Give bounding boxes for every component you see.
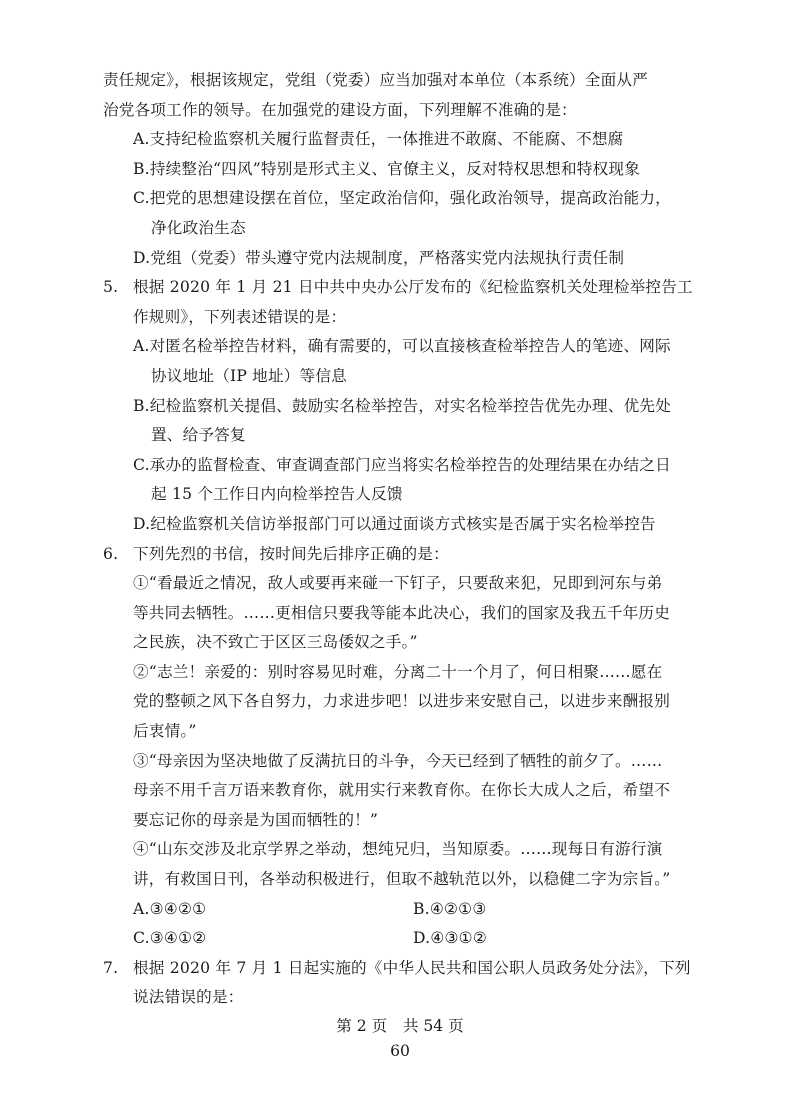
question-stem-line: 根据 2020 年 1 月 21 日中共中央办公厅发布的《纪检监察机关处理检举控告工 bbox=[133, 278, 693, 297]
option-text: 把党的思想建设摆在首位，坚定政治信仰，强化政治领导，提高政治能力， bbox=[149, 189, 671, 208]
option-label: C. bbox=[133, 455, 150, 474]
option-c bbox=[103, 184, 693, 243]
letter-line: 之民族，决不致亡于区区三岛倭奴之手。” bbox=[133, 633, 418, 652]
letter-line: ①“看最近之情况，敌人或要再来碰一下钉子，只要敌来犯，兄即到河东与弟 bbox=[133, 574, 663, 593]
option-a bbox=[103, 332, 693, 391]
question-4-tail bbox=[103, 66, 693, 273]
question-stem-line: 责任规定》，根据该规定，党组（党委）应当加强对本单位（本系统）全面从严 bbox=[103, 71, 648, 89]
option-label: D. bbox=[133, 248, 151, 267]
option-label: B. bbox=[413, 899, 430, 918]
question-number: 7. bbox=[103, 958, 119, 977]
option-d bbox=[413, 924, 693, 954]
option-a bbox=[103, 125, 693, 155]
options-row bbox=[103, 895, 693, 925]
option-c bbox=[103, 451, 693, 510]
letter-line: 党的整顿之风下各自努力，力求进步吧！以进步来安慰自己，以进步来酬报别 bbox=[133, 692, 670, 711]
option-d bbox=[103, 510, 693, 540]
option-label: D. bbox=[413, 929, 431, 948]
letter-item-4 bbox=[103, 835, 693, 894]
option-text-continued: 协议地址（IP 地址）等信息 bbox=[151, 366, 347, 385]
option-c bbox=[133, 924, 413, 954]
question-number: 5. bbox=[103, 278, 119, 297]
option-text-continued: 净化政治生态 bbox=[151, 218, 246, 237]
options-row bbox=[103, 924, 693, 954]
option-text: ③④①② bbox=[149, 929, 207, 948]
option-text: 纪检监察机关提倡、鼓励实名检举控告，对实名检举控告优先办理、优先处 bbox=[149, 396, 672, 415]
letter-line: 讲，有救国日刊，各举动积极进行，但取不越轨范以外，以稳健二字为宗旨。” bbox=[133, 870, 671, 889]
option-text: 党组（党委）带头遵守党内法规制度，严格落实党内法规执行责任制 bbox=[150, 248, 625, 267]
option-text-continued: 置、给予答复 bbox=[151, 426, 246, 445]
letter-line: 等共同去牺牲。……更相信只要我等能本此决心，我们的国家及我五千年历史 bbox=[133, 603, 670, 622]
letter-line: 要忘记你的母亲是为国而牺牲的！” bbox=[133, 810, 379, 829]
option-text: ③④②① bbox=[149, 899, 207, 918]
question-stem-line: 根据 2020 年 7 月 1 日起实施的《中华人民共和国公职人员政务处分法》，下列 bbox=[133, 958, 691, 977]
letter-item-1 bbox=[103, 569, 693, 658]
letter-item-2 bbox=[103, 658, 693, 747]
option-text: 承办的监督检查、审查调查部门应当将实名检举控告的处理结果在办结之日 bbox=[149, 455, 671, 474]
option-text: 对匿名检举控告材料，确有需要的，可以直接核查检举控告人的笔迹、网际 bbox=[149, 337, 671, 356]
option-b bbox=[413, 895, 693, 925]
option-label: D. bbox=[133, 514, 151, 533]
option-b bbox=[103, 155, 693, 185]
question-stem-line: 下列先烈的书信，按时间先后排序正确的是： bbox=[133, 544, 449, 563]
option-label: C. bbox=[133, 929, 150, 948]
page-content bbox=[103, 66, 693, 1013]
option-label: A. bbox=[133, 337, 150, 356]
option-text: 支持纪检监察机关履行监督责任，一体推进不敢腐、不能腐、不想腐 bbox=[149, 130, 624, 149]
question-6 bbox=[103, 540, 693, 954]
option-text: 持续整治“四风”特别是形式主义、官僚主义，反对特权思想和特权现象 bbox=[149, 159, 640, 178]
letter-line: ④“山东交涉及北京学界之举动，想纯兄归，当知原委。……现每日有游行演 bbox=[133, 840, 663, 859]
question-stem-line: 治党各项工作的领导。在加强党的建设方面，下列理解不准确的是： bbox=[103, 100, 577, 119]
page-number-text: 60 bbox=[390, 1042, 410, 1060]
option-text: ④②①③ bbox=[429, 899, 487, 918]
page-indicator-text: 第 2 页 共 54 页 bbox=[336, 1017, 464, 1035]
option-label: B. bbox=[133, 396, 150, 415]
letter-line: 母亲不用千言万语来教育你，就用实行来教育你。在你长大成人之后，希望不 bbox=[133, 781, 670, 800]
question-stem-line: 说法错误的是： bbox=[133, 988, 244, 1007]
option-a bbox=[133, 895, 413, 925]
option-d bbox=[103, 244, 693, 274]
letter-line: 后衷情。” bbox=[133, 722, 197, 741]
letter-line: ②“志兰！亲爱的：别时容易见时难，分离二十一个月了，何日相聚……愿在 bbox=[133, 662, 663, 681]
option-text: 纪检监察机关信访举报部门可以通过面谈方式核实是否属于实名检举控告 bbox=[150, 514, 656, 533]
letter-line: ③“母亲因为坚决地做了反满抗日的斗争，今天已经到了牺牲的前夕了。…… bbox=[133, 751, 663, 770]
option-label: A. bbox=[133, 130, 150, 149]
option-label: A. bbox=[133, 899, 150, 918]
letter-item-3 bbox=[103, 747, 693, 836]
option-label: B. bbox=[133, 159, 150, 178]
page-indicator bbox=[0, 1014, 800, 1036]
option-text: ④③①② bbox=[430, 929, 488, 948]
question-number: 6. bbox=[103, 544, 119, 563]
page-number bbox=[0, 1042, 800, 1060]
option-label: C. bbox=[133, 189, 150, 208]
option-text-continued: 起 15 个工作日内向检举控告人反馈 bbox=[151, 485, 403, 504]
question-7 bbox=[103, 954, 693, 1013]
question-stem-line: 作规则》，下列表述错误的是： bbox=[133, 307, 347, 326]
question-5 bbox=[103, 273, 693, 539]
option-b bbox=[103, 392, 693, 451]
